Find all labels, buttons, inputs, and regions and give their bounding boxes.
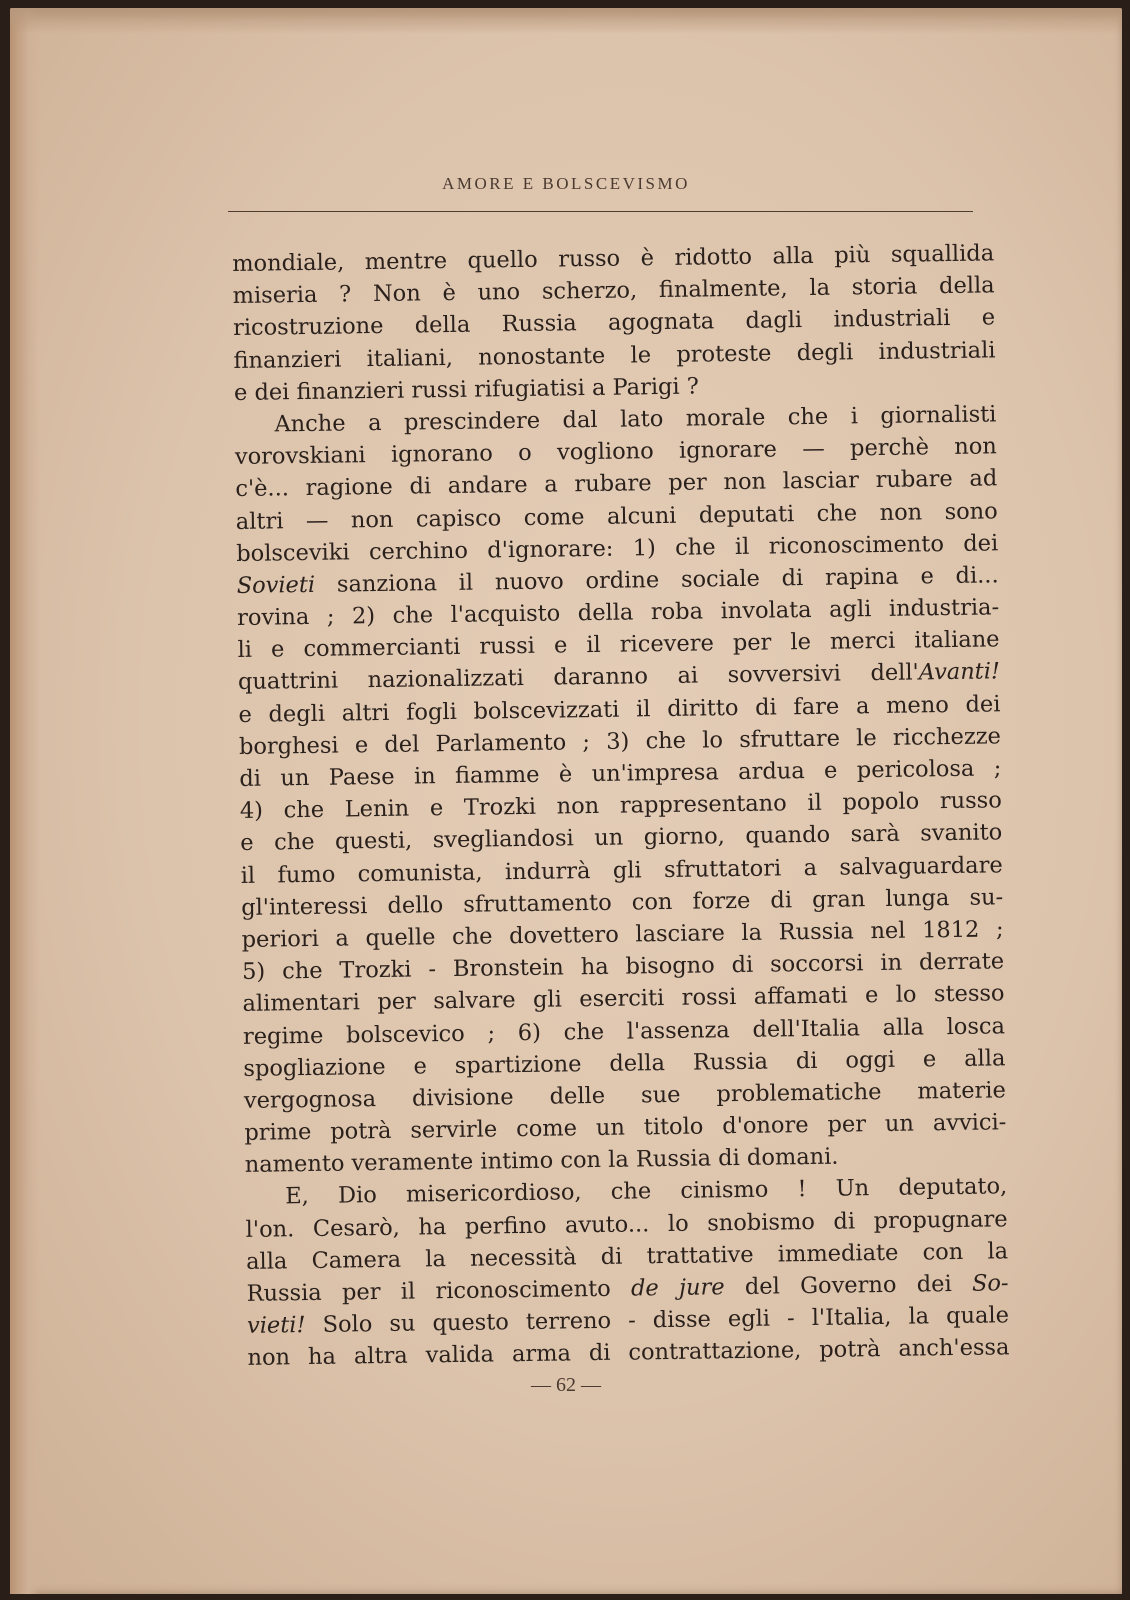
text-segment: e degli altri fogli bolscevizzati il diritto di fare a meno dei bbox=[238, 690, 1001, 728]
text-segment: regime bolscevico ; 6) che l'assenza dell'Italia alla losca bbox=[242, 1012, 1006, 1050]
text-segment: ricostruzione della Russia agognata dagli industriali e bbox=[232, 304, 996, 342]
text-segment: gl'interessi dello sfruttamento con forze di gran lunga su- bbox=[241, 884, 1004, 921]
text-segment: Anche a prescindere dal lato morale che i giornalisti bbox=[274, 401, 997, 438]
text-segment: di un Paese in fiamme è un'impresa ardua e pericolosa ; bbox=[239, 755, 1002, 792]
text-segment: borghesi e del Parlamento ; 3) che lo sfruttare le ricchezze bbox=[238, 723, 1002, 760]
text-segment: del Governo dei bbox=[724, 1270, 973, 1301]
text-segment: e che questi, svegliandosi un giorno, quando sarà svanito bbox=[240, 819, 1003, 857]
text-segment: e dei finanzieri russi rifugiatisi a Parigi ? bbox=[233, 373, 700, 406]
text-segment: non ha altra valida arma di contrattazione, potrà anch'essa bbox=[247, 1334, 1010, 1372]
page-top-edge bbox=[10, 8, 1122, 34]
italic-text: Avanti! bbox=[918, 658, 1001, 686]
text-segment: 4) che Lenin e Trozki non rappresentano il popolo russo bbox=[239, 787, 1002, 825]
body-text bbox=[232, 237, 1010, 1374]
running-head: AMORE E BOLSCEVISMO bbox=[442, 174, 690, 193]
italic-text: Sovieti bbox=[236, 571, 316, 599]
page-number: — 62 — bbox=[531, 1374, 601, 1396]
book-page bbox=[10, 8, 1122, 1594]
text-segment: spogliazione e spartizione della Russia di oggi e alla bbox=[243, 1044, 1006, 1082]
page-left-edge bbox=[10, 8, 40, 1594]
text-segment: bolsceviki cerchino d'ignorare: 1) che il riconoscimento dei bbox=[236, 530, 999, 567]
text-segment: altri — non capisco come alcuni deputati che non sono bbox=[235, 497, 998, 535]
text-segment: rovina ; 2) che l'acquisto della roba involata agli industria- bbox=[236, 594, 1000, 632]
text-segment: miseria ? Non è uno scherzo, finalmente, la storia della bbox=[232, 272, 995, 310]
text-segment: c'è... ragione di andare a rubare per non lasciar rubare ad bbox=[235, 465, 998, 503]
text-segment: E, Dio misericordioso, che cinismo ! Un deputato, bbox=[285, 1173, 1008, 1210]
text-segment: vergognosa divisione delle sue problematiche materie bbox=[243, 1077, 1007, 1114]
text-segment: prime potrà servirle come un titolo d'onore per un avvici- bbox=[244, 1109, 1007, 1146]
text-segment: Solo su questo terreno - disse egli - l'Italia, la quale bbox=[305, 1302, 1010, 1339]
text-segment: l'on. Cesarò, ha perfino avuto... lo snobismo di propugnare bbox=[245, 1205, 1008, 1243]
italic-text: de jure bbox=[630, 1274, 725, 1302]
italic-text: vieti! bbox=[246, 1312, 306, 1340]
text-segment: periori a quelle che dovettero lasciare la Russia nel 1812 ; bbox=[241, 916, 1004, 953]
text-segment: mondiale, mentre quello russo è ridotto alla più squallida bbox=[232, 240, 995, 277]
italic-text: So- bbox=[971, 1270, 1009, 1297]
text-segment: il fumo comunista, indurrà gli sfruttatori a salvaguardare bbox=[240, 851, 1003, 889]
text-segment: namento veramente intimo con la Russia di domani. bbox=[244, 1143, 839, 1179]
text-segment: alimentari per salvare gli eserciti rossi affamati e lo stesso bbox=[242, 980, 1005, 1018]
text-segment: 5) che Trozki - Bronstein ha bisogno di soccorsi in derrate bbox=[241, 948, 1005, 986]
text-segment: alla Camera la necessità di trattative immediate con la bbox=[245, 1238, 1009, 1275]
text-segment: vorovskiani ignorano o vogliono ignorare — perchè non bbox=[234, 433, 998, 471]
text-segment: finanzieri italiani, nonostante le proteste degli industriali bbox=[233, 336, 996, 374]
text-segment: quattrini nazionalizzati daranno ai sovversivi dell' bbox=[237, 659, 919, 696]
text-segment: Russia per il riconoscimento bbox=[246, 1275, 632, 1307]
text-segment: li e commercianti russi e il ricevere per le merci italiane bbox=[237, 626, 1000, 664]
text-segment: sanziona il nuovo ordine sociale di rapina e di... bbox=[314, 562, 999, 598]
header-rule bbox=[228, 211, 973, 212]
